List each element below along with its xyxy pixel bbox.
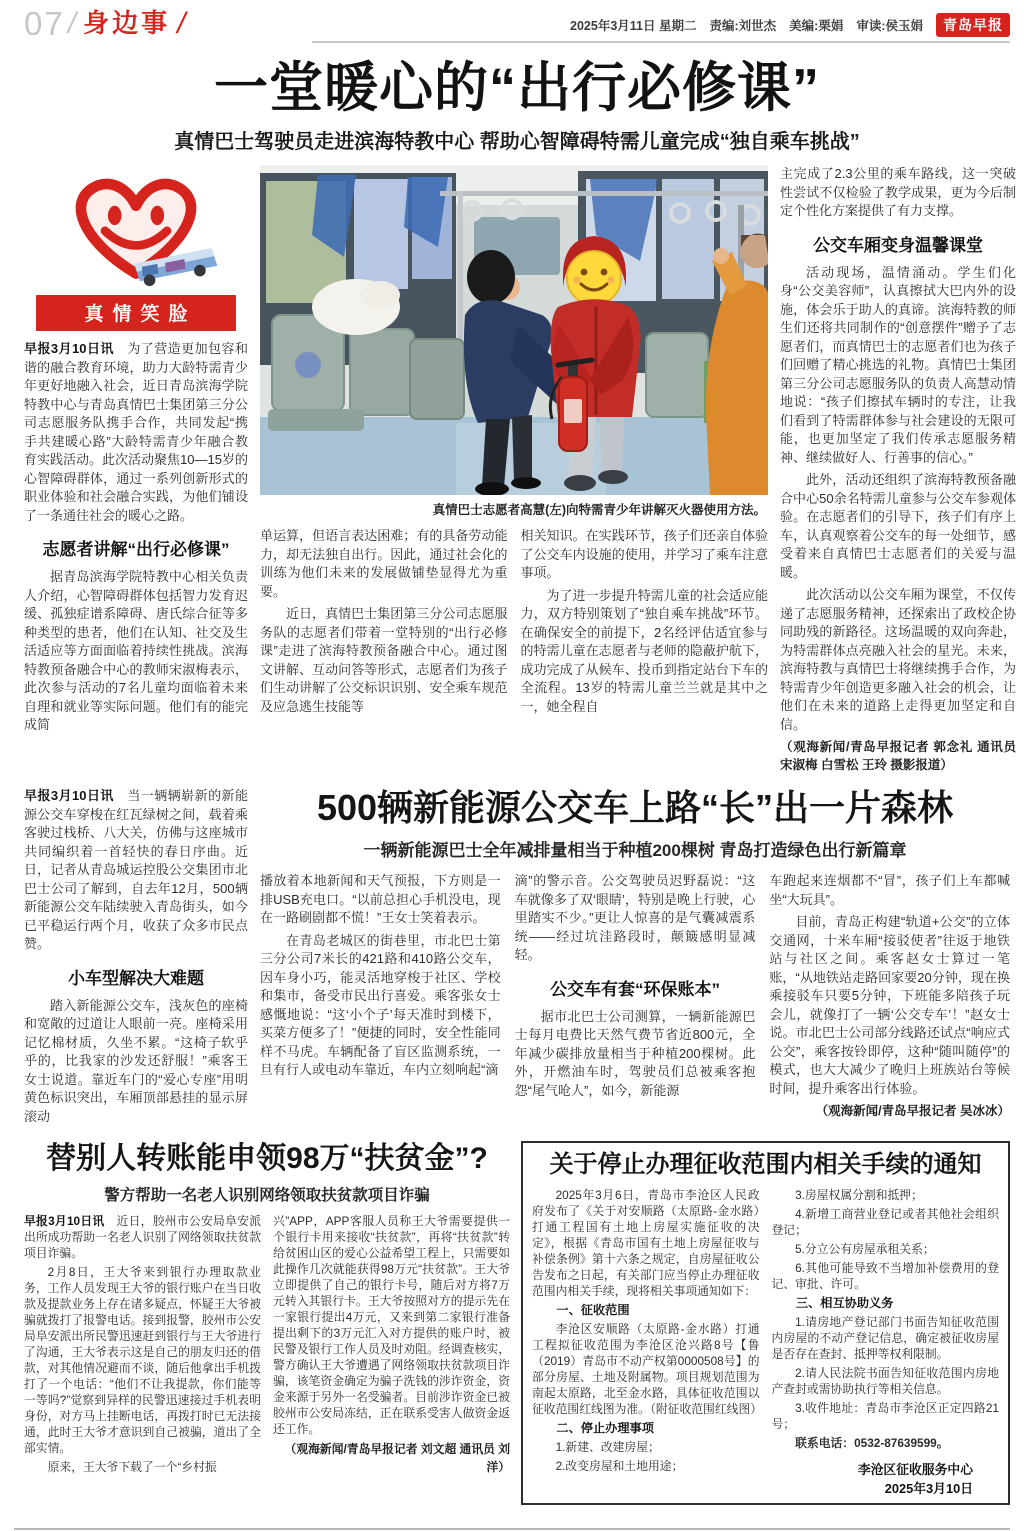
- paragraph: 据市北巴士公司测算，一辆新能源巴士每月电费比天然气费节省近800元，全年减少碳排放量相当于种植200棵树。此外，开燃油车时，驾驶员们总被乘客抱怨“尾气呛人”，如今，新能源: [514, 1008, 756, 1098]
- duty-editor: 责编:刘世杰: [709, 19, 777, 33]
- crosshead: 公交车厢变身温馨课堂: [813, 235, 983, 255]
- paragraph: 兴”APP，APP客服人员称王大爷需要提供一个银行卡用来接收“扶贫款”，再将“扶贫款”转给贫困山区的爱心公益希望工程上，只需要如此操作几次就能获得98万元“扶贫款”。王大爷立即提供了自己的银行卡号，随后对方将7万元转入其银行卡。王大爷按照对方的提示先在一家银行提出4万元，又来到第二家银行准备提出剩下的3万元汇入对方提供的账户时，被民警及银行工作人员及时劝阻。经调查核实，警方确认王大爷遭遇了网络领取扶贫款项目诈骗，该笔资金确定为骗子洗钱的涉诈资金，资金来源于另外一名受骗者。目前涉诈资金已被胶州市公安局冻结，正在联系受害人做资金返还工作。: [273, 1214, 510, 1436]
- article-fraud-warning: [24, 1141, 510, 1505]
- section-title: 身边事: [83, 8, 171, 38]
- divider-slash: /: [177, 7, 186, 40]
- paragraph: 早报3月10日讯 为了营造更加包容和谐的融合教育环境，助力大龄特需青少年更好地融入社会，近日青岛滨海学院特教中心与青岛真情巴士集团第三分公司志愿服务队携手合作，共同发起“携手共建暖心路”大龄特需青少年融合教育实践活动。此次活动聚焦10—15岁的心智障碍群体，通过一系列创新形式的职业体验和社会融合实践，为他们铺设了一条通往社会的暖心之路。: [24, 341, 248, 523]
- paragraph: 据青岛滨海学院特教中心相关负责人介绍，心智障碍群体包括智力发育迟缓、孤独症谱系障碍、唐氏综合征等多种类型的患者，他们在认知、社交及生活适应等方面面临着持续性挑战。滨海特教预备融合中心的教师宋淑梅表示，此次参与活动的7名儿童均面临着未来自理和就业等实际问题。他们有的能完成简: [24, 569, 248, 732]
- notice-signature: 李沧区征收服务中心: [857, 1462, 973, 1477]
- article2-subhead: 一辆新能源巴士全年减排量相当于种植200棵树 青岛打造绿色出行新篇章: [363, 841, 907, 860]
- paragraph: 活动现场，温情涌动。学生们化身“公交美容师”，认真擦拭大巴内外的设施，体会乐于助人的真谛。滨海特教的师生们还将共同制作的“创意摆件”赠予了志愿者们，而真情巴士的志愿者们也为孩子们回赠了精心挑选的礼物。真情巴士集团第三分公司志愿服务队的负责人高慧动情地说：“孩子们擦拭车辆时的专注，让我们看到了特需群体参与社会建设的无限可能，也更加坚定了我们传承志愿服务精神、继续做好人、行善事的信心。”: [780, 264, 1016, 465]
- paragraph: 5.分立公有房屋承租关系；: [795, 1242, 935, 1256]
- article3-column-2: [273, 1213, 510, 1478]
- paragraph: 此次活动以公交车厢为课堂，不仅传递了志愿服务精神，还探索出了政校企协同助残的新路径。这场温暖的双向奔赴，为特需群体点亮融入社会的星光。未来，滨海特教与真情巴士将继续携手合作，为特需青少年创造更多融入社会的机会，让他们在未来的道路上走得更加坚定和自信。: [780, 587, 1016, 732]
- dateline-lead: 早报3月10日讯: [24, 341, 114, 356]
- crosshead: 志愿者讲解“出行必修课”: [42, 540, 230, 559]
- paragraph: 主完成了2.3公里的乘车路线，这一突破性尝试不仅检验了教学成果，更为今后制定个性化方案提供了有力支撑。: [780, 166, 1016, 218]
- byline: （观海新闻/青岛早报记者 吴冰冰）: [815, 1104, 1011, 1118]
- official-notice-box: [521, 1141, 1010, 1505]
- paragraph: 为了进一步提升特需儿童的社会适应能力，双方特别策划了“独自乘车挑战”环节。在确保安全的前提下，2名经评估适宜参与的特需儿童在志愿者与老师的隐蔽护航下，成功完成了从候车、投币到指定站台下车的全流程。13岁的特需儿童兰兰就是其中之一，她全程自: [520, 587, 768, 714]
- article1-column-2: [260, 527, 508, 720]
- divider-slash: /: [67, 7, 77, 40]
- article1-middle: [260, 165, 768, 774]
- photo-caption: 真情巴士志愿者高慧(左)向特需青少年讲解灭火器使用方法。: [432, 503, 766, 517]
- article1-headline: 一堂暖心的“出行必修课”: [214, 58, 820, 118]
- paragraph: 4.新增工商营业登记或者其他社会组织登记；: [771, 1207, 999, 1237]
- notice-date: 2025年3月10日: [884, 1481, 973, 1496]
- notice-column-1: [532, 1187, 763, 1498]
- paragraph: 2.改变房屋和土地用途；: [555, 1459, 684, 1473]
- article-bus-lesson: [24, 58, 1016, 774]
- article1-column-4: [780, 165, 1016, 774]
- article1-column-3: [521, 527, 769, 720]
- notice-item-list: [772, 1187, 1000, 1292]
- paragraph: 原来，王大爷下载了一个“乡村振: [47, 1460, 217, 1474]
- paragraph: 车跑起来连烟都不“冒”，孩子们上车都喊坐“大玩具”。: [769, 873, 1011, 907]
- paragraph: 近日，真情巴士集团第三分公司志愿服务队的志愿者们带着一堂特别的“出行必修课”走进了滨海特教预备融合中心。通过图文讲解、互动问答等形式，志愿者们为孩子们生动讲解了公交标识识别、安全乘车规范及应急逃生技能等: [260, 606, 508, 714]
- paragraph: 2025年3月6日，青岛市李沧区人民政府发布了《关于对安顺路（太原路-金水路）打通工程国有土地上房屋实施征收的决定》，根据《青岛市国有土地上房屋征收与补偿条例》第十六条之规定，自房屋征收公告发布之日起，有关部门应当停止办理征收范围内相关手续，现将相关事项通知如下：: [532, 1188, 760, 1298]
- paragraph: 目前，青岛正构建“轨道+公交”的立体交通网，十米车厢“接驳使者”往返于地铁站与社区之间。乘客赵女士算过一笔账，“从地铁站走路回家要20分钟，现在换乘接驳车只要5分钟，下班能多陪孩子玩会儿，就像打了一辆‘公交专车’！”赵女士说。市北巴士公司部分线路还试点“响应式公交”，乘客按铃即停，这种“随叫随停”的模式，也大大减少了晚归上班族站台等候时间，提升乘客出行体验。: [769, 914, 1011, 1096]
- article1-column-1: [24, 165, 248, 774]
- paragraph: 播放着本地新闻和天气预报，下方则是一排USB充电口。“以前总担心手机没电，现在一路刷剧都不慌！”王女士笑着表示。: [260, 873, 501, 925]
- bus-interior-illustration: [260, 165, 768, 495]
- article2-column-3: [515, 872, 756, 1120]
- paragraph: 相关知识。在实践环节，孩子们还亲自体验了公交车内设施的使用，并学习了乘车注意事项。: [520, 528, 768, 580]
- byline: （观海新闻/青岛早报记者 刘文超 通讯员 刘洋）: [284, 1442, 510, 1474]
- article3-subhead: 警方帮助一名老人识别网络领取扶贫款项目诈骗: [104, 1187, 430, 1204]
- article2-column-1: [24, 787, 248, 1130]
- crosshead: 公交车有套“环保账本”: [550, 979, 720, 999]
- paragraph: 2月8日，王大爷来到银行办理取款业务，工作人员发现王大爷的银行账户在当日收款及提款业务上存在诸多疑点，怀疑王大爷被骗就拨打了报警电话。接到报警，胶州市公安局阜安派出所民警迅速赶到银行与王大爷进行了沟通，王大爷表示这是自己的朋友归还的借款，对其他情况避而不谈，随后他拿出手机拨打了一个电话：“他们不让我提款，你们能等一等吗?”觉察到异样的民警迅速接过手机表明身份，对方马上挂断电话，再拨打时已无法接通，此时王大爷才意识到自己被骗，道出了全部实情。: [24, 1265, 261, 1455]
- proofreader: 审读:侯玉娟: [856, 19, 923, 33]
- art-editor: 美编:栗娟: [789, 19, 844, 33]
- edition-info: [570, 4, 1010, 37]
- article3-headline: 替别人转账能申领98万“扶贫金”?: [46, 1142, 488, 1175]
- paragraph: 早报3月10日讯 近日，胶州市公安局阜安派出所成功帮助一名老人识别了网络领取扶贫款项目诈骗。: [24, 1214, 261, 1260]
- paragraph: 1.新建、改建房屋；: [555, 1440, 660, 1454]
- page-header: [24, 4, 1010, 48]
- page-number: 07: [24, 5, 65, 42]
- page-bottom-rule: [14, 1528, 1010, 1530]
- dateline-lead: 早报3月10日讯: [24, 788, 114, 803]
- paragraph: 1.请房地产登记部门书面告知征收范围内房屋的不动产登记信息，确定被征收房屋是否存在查封、抵押等权利限制。: [771, 1315, 999, 1361]
- paragraph: 踏入新能源公交车，浅灰色的座椅和宽敞的过道让人眼前一亮。座椅采用记忆棉材质，久坐不累。“这椅子软乎乎的，比我家的沙发还舒服！”乘客王女士说道。靠近车门的“爱心专座”用明黄色标识突出，车厢顶部悬挂的显示屏滚动: [24, 997, 248, 1124]
- dateline-lead: 早报3月10日讯: [24, 1214, 105, 1228]
- notice-section-heading: 二、停止办理事项: [556, 1421, 654, 1435]
- notice-section-heading: 三、相互协助义务: [795, 1296, 894, 1310]
- smile-heart-logo: [24, 165, 248, 294]
- article2-column-4: [769, 872, 1010, 1120]
- header-rule: [312, 41, 1010, 43]
- paragraph: 李沧区安顺路（太原路-金水路）打通工程拟征收范围为李沧区沧兴路8号【鲁（2019）青岛市不动产权第0000508号】的部分房屋、土地及附属物。项目规划范围为南起太原路，北至金水路，具体征收范围以征收范围红线图为准。（附征收范围红线图）: [532, 1322, 763, 1416]
- paragraph: 6.其他可能导致不当增加补偿费用的登记、审批、许可。: [771, 1261, 999, 1291]
- paragraph: 此外，活动还组织了滨海特教预备融合中心50余名特需儿童参与公交车参观体验。在志愿者们的引导下，孩子们有序上车，认真观察着公交车的每一处细节，感受着来自真情巴士志愿者们的关爱与温暖。: [780, 472, 1016, 580]
- date-line: 2025年3月11日 星期二: [570, 19, 697, 33]
- article2-headline: 500辆新能源公交车上路“长”出一片森林: [316, 787, 954, 828]
- article-new-energy-bus: [24, 787, 1010, 1130]
- masthead-logo: 青岛早报: [936, 13, 1010, 37]
- paragraph: 滴”的警示音。公交驾驶员迟野磊说：“这车就像多了双‘眼睛’，特别是晚上行驶，心里踏实不少。”更让人惊喜的是气囊减震系统——经过坑洼路段时，颠簸感明显减轻。: [514, 873, 756, 962]
- paragraph: 3.收件地址：青岛市李沧区正定四路21号；: [771, 1401, 999, 1431]
- crosshead: 小车型解决大难题: [68, 968, 204, 988]
- paragraph: 3.房屋权属分割和抵押；: [795, 1188, 923, 1202]
- paragraph: 在青岛老城区的街巷里，市北巴士第三分公司7米长的421路和410路公交车，因车身小巧，能灵活地穿梭于社区、学校和集市，备受市民出行喜爱。乘客张女士感慨地说：“这‘小个子’每天准时到楼下，买菜方便多了！”便捷的同时，安全性能同样不马虎。车辆配备了盲区监测系统，一旦有行人或电动车靠近，车内立刻响起“滴: [260, 932, 501, 1077]
- logo-banner: 真情笑脸: [36, 295, 236, 331]
- notice-item-list: [772, 1314, 1000, 1432]
- article2-column-2: [260, 872, 501, 1120]
- notice-headline: 关于停止办理征收范围内相关手续的通知: [549, 1151, 982, 1178]
- notice-item-list: [532, 1439, 760, 1474]
- notice-column-2: [772, 1187, 1000, 1498]
- article3-column-1: [24, 1213, 261, 1478]
- heart-smiley-icon: [48, 167, 224, 289]
- notice-section-heading: 一、征收范围: [556, 1303, 630, 1317]
- article1-subhead: 真情巴士驾驶员走进滨海特教中心 帮助心智障碍特需儿童完成“独自乘车挑战”: [174, 131, 860, 153]
- paragraph: 2.请人民法院书面告知征收范围内房地产查封或需协助执行等相关信息。: [771, 1366, 999, 1396]
- article-photo: [260, 165, 768, 495]
- paragraph: 单运算，但语言表达困难；有的具备劳动能力，却无法独自出行。因此，通过社会化的训练为他们未来的发展做铺垫显得尤为重要。: [260, 528, 508, 599]
- paragraph: 早报3月10日讯 当一辆辆崭新的新能源公交车穿梭在红瓦绿树之间，载着乘客驶过栈桥、八大关，仿佛与这座城市共同编织着一首轻快的春日序曲。近日，记者从青岛城运控股公交集团市北巴士公司了解到，自去年12月，500辆新能源公交车陆续驶入青岛街头，如今已平稳运行两个月，收获了众多市民点赞。: [24, 788, 248, 951]
- byline: （观海新闻/青岛早报记者 郭念礼 通讯员 宋淑梅 白雪松 王玲 摄影报道）: [780, 740, 1016, 772]
- contact-phone: 联系电话：0532-87639599。: [795, 1436, 949, 1450]
